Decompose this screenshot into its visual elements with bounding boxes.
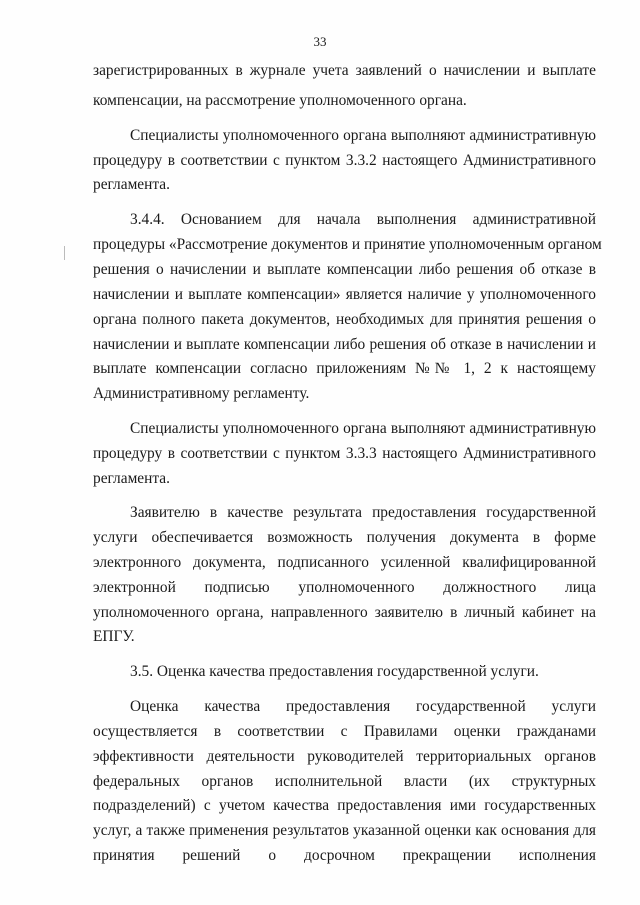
- text-line: регламента.: [93, 470, 170, 487]
- text-line: подразделений) с учетом качества предоставления ими государственных: [93, 797, 596, 814]
- text-line: электронного документа, подписанного усиленной квалифицированной: [93, 554, 596, 571]
- text-line: Заявителю в качестве результата предоставления государственной: [130, 504, 596, 521]
- text-line: Специалисты уполномоченного органа выполняют административную: [130, 127, 596, 144]
- section-heading: 3.5. Оценка качества предоставления государственной услуги.: [130, 663, 539, 680]
- text-line: начислении и выплате компенсации либо решения об отказе в начислении и: [93, 336, 596, 353]
- text-line: Административному регламенту.: [93, 385, 310, 402]
- text-line: 3.4.4. Основанием для начала выполнения административной: [130, 211, 596, 228]
- page-number: 33: [313, 34, 327, 49]
- text-line: регламента.: [93, 176, 170, 193]
- margin-mark: [64, 246, 65, 260]
- text-line: начислении и выплате компенсации» является наличие у уполномоченного: [93, 286, 596, 303]
- text-line: Оценка качества предоставления государственной услуги: [130, 698, 596, 715]
- text-line: Специалисты уполномоченного органа выполняют административную: [130, 420, 596, 437]
- text-line: принятия решений о досрочном прекращении исполнения: [93, 847, 596, 864]
- text-line: услуг, а также применения результатов указанной оценки как основания для: [93, 822, 596, 839]
- text-line: электронной подписью уполномоченного должностного лица: [93, 579, 596, 596]
- text-line: услуги обеспечивается возможность получения документа в форме: [93, 529, 596, 546]
- text-line: зарегистрированных в журнале учета заявлений о начислении и выплате: [93, 62, 596, 79]
- text-line: процедуру в соответствии с пунктом 3.3.2 настоящего Административного: [93, 152, 596, 169]
- text-line: органа полного пакета документов, необходимых для принятия решения о: [93, 311, 596, 328]
- text-line: уполномоченного органа, направленного заявителю в личный кабинет на: [93, 604, 596, 621]
- text-line: ЕПГУ.: [93, 628, 135, 645]
- text-line: эффективности деятельности руководителей территориальных органов: [93, 748, 596, 765]
- text-line: процедуру в соответствии с пунктом 3.3.3 настоящего Административного: [93, 445, 596, 462]
- text-line: решения о начислении и выплате компенсации либо решения об отказе в: [93, 261, 596, 278]
- text-line: выплате компенсации согласно приложениям №№ 1, 2 к настоящему: [93, 360, 596, 377]
- text-line: осуществляется в соответствии с Правилами оценки гражданами: [93, 723, 596, 740]
- text-line: процедуры «Рассмотрение документов и принятие уполномоченным органом: [93, 236, 602, 253]
- text-line: компенсации, на рассмотрение уполномоченного органа.: [93, 92, 467, 109]
- text-line: федеральных органов исполнительной власти (их структурных: [93, 773, 596, 790]
